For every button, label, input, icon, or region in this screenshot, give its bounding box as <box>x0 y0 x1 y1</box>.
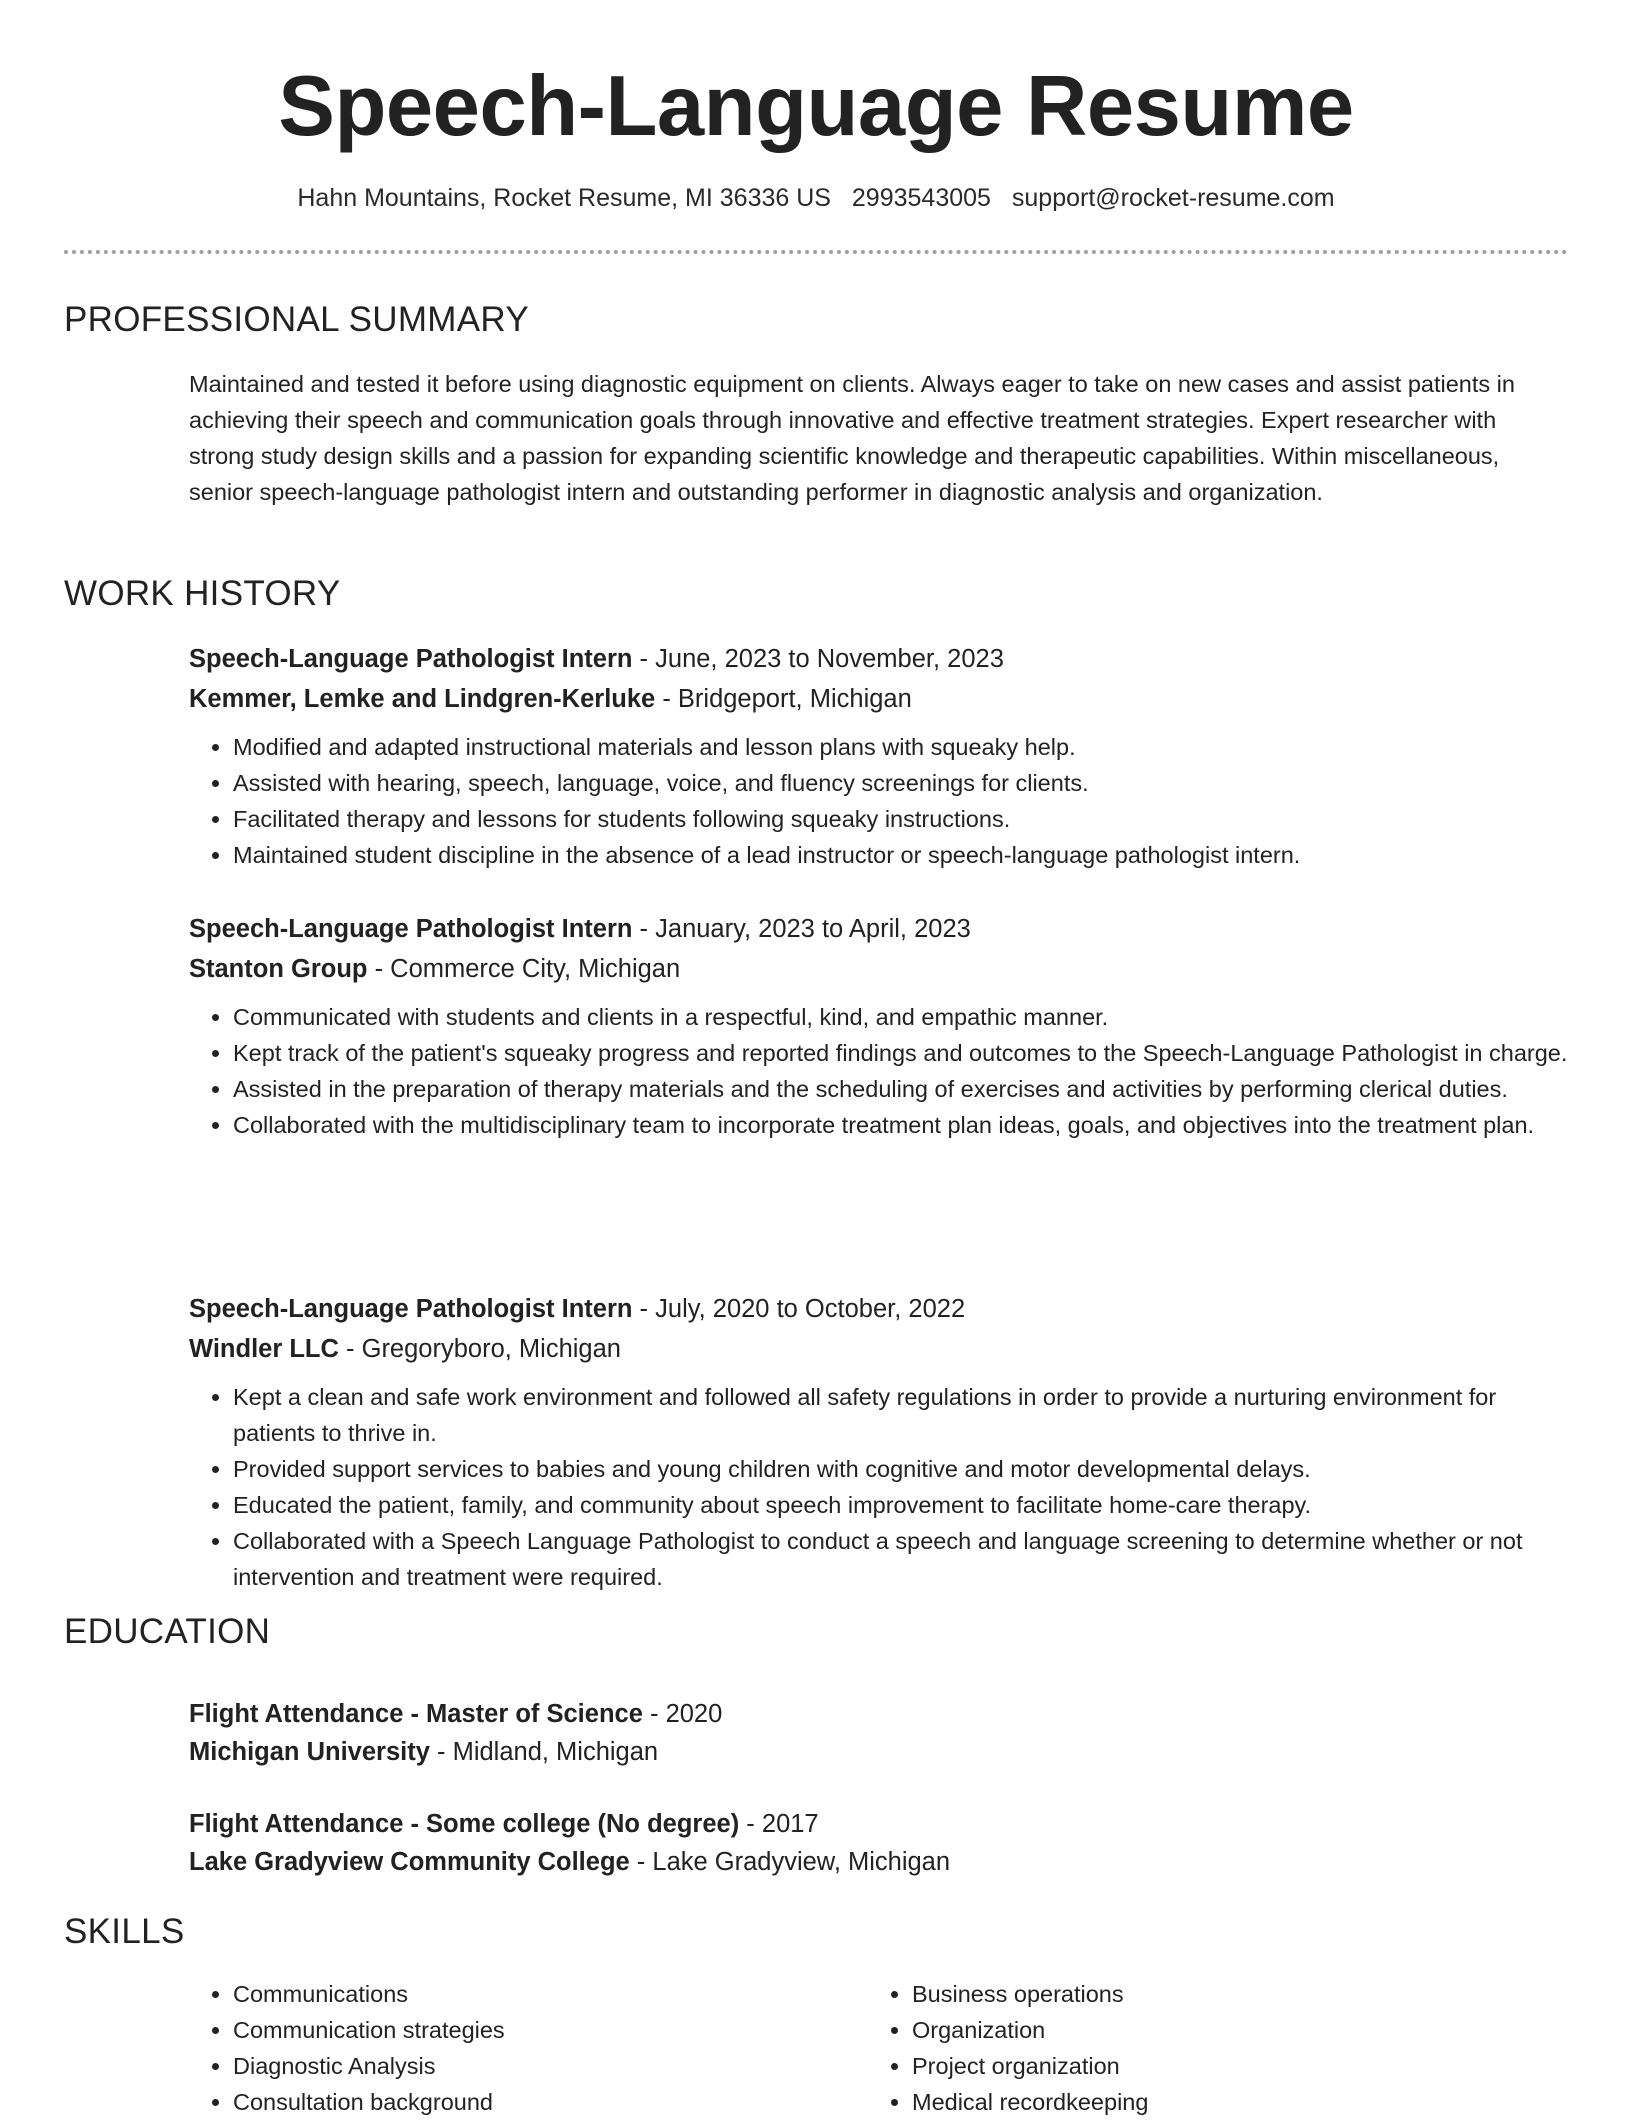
list-item: • Kept a clean and safe work environment and followed all safety regulations in order to provide a nurturing environment for patients to thrive in. <box>233 1379 1569 1451</box>
separator: - <box>739 1810 762 1838</box>
section-title-education: EDUCATION <box>64 1612 271 1651</box>
job-company-line <box>189 679 1569 719</box>
job-title-line <box>189 639 1569 679</box>
separator: - <box>429 1738 453 1766</box>
separator: - <box>642 1700 666 1728</box>
contact-address: Hahn Mountains, Rocket Resume, MI 36336 US <box>297 184 831 212</box>
job-company-line <box>189 949 1569 989</box>
job-location: Bridgeport, Michigan <box>677 685 912 713</box>
skill-item: • Business operations <box>912 1976 1148 2012</box>
degree-year: 2017 <box>761 1810 819 1838</box>
skill-item: • Consultation background <box>233 2084 505 2120</box>
job-company-line <box>189 1329 1569 1369</box>
separator: - <box>655 685 678 713</box>
list-item: • Assisted in the preparation of therapy materials and the scheduling of exercises and activities by performing clerical duties. <box>233 1071 1569 1107</box>
degree: Flight Attendance - Some college (No degree) <box>189 1810 740 1838</box>
job-dates: June, 2023 to November, 2023 <box>655 645 1004 673</box>
job-title: Speech-Language Pathologist Intern <box>189 1295 633 1323</box>
job-company: Kemmer, Lemke and Lindgren-Kerluke <box>189 685 656 713</box>
separator: - <box>632 645 656 673</box>
list-item: • Modified and adapted instructional materials and lesson plans with squeaky help. <box>233 729 1569 765</box>
skill-item: • Medical recordkeeping <box>912 2084 1148 2120</box>
skill-item: • Project organization <box>912 2048 1148 2084</box>
list-item: • Provided support services to babies and young children with cognitive and motor developmental delays. <box>233 1451 1569 1487</box>
job-title: Speech-Language Pathologist Intern <box>189 645 633 673</box>
skills-list-right <box>868 1976 1148 2120</box>
school-location: Midland, Michigan <box>452 1738 659 1766</box>
job-bullets <box>189 1379 1569 1595</box>
job-bullets <box>189 729 1569 873</box>
school: Michigan University <box>189 1738 430 1766</box>
list-item: • Communicated with students and clients in a respectful, kind, and empathic manner. <box>233 999 1569 1035</box>
skill-item: • Communications <box>233 1976 505 2012</box>
school-line <box>189 1843 1569 1881</box>
degree: Flight Attendance - Master of Science <box>189 1700 643 1728</box>
separator: - <box>629 1848 653 1876</box>
degree-line <box>189 1805 1569 1843</box>
list-item: • Collaborated with the multidisciplinary team to incorporate treatment plan ideas, goals, and objectives into the treatment plan. <box>233 1107 1569 1143</box>
contact-phone: 2993543005 <box>851 184 991 212</box>
job-company: Windler LLC <box>189 1335 339 1363</box>
separator: - <box>338 1335 362 1363</box>
list-item: • Assisted with hearing, speech, language, voice, and fluency screenings for clients. <box>233 765 1569 801</box>
job-location: Gregoryboro, Michigan <box>361 1335 621 1363</box>
contact-email: support@rocket-resume.com <box>1011 184 1335 212</box>
job-title-line <box>189 909 1569 949</box>
header-divider <box>64 250 1568 254</box>
education-entry <box>189 1805 1569 1881</box>
section-title-summary: PROFESSIONAL SUMMARY <box>64 300 529 339</box>
resume-title: Speech-Language Resume <box>278 59 1354 154</box>
job-entry <box>189 1289 1569 1595</box>
school-line <box>189 1733 1569 1771</box>
list-item: • Collaborated with a Speech Language Pathologist to conduct a speech and language screening to determine whether or not intervention and treatment were required. <box>233 1523 1569 1595</box>
job-entry <box>189 639 1569 873</box>
job-dates: January, 2023 to April, 2023 <box>655 915 971 943</box>
summary-text: Maintained and tested it before using diagnostic equipment on clients. Always eager to take on new cases and assist patients in achieving their speech and communication goals through innovative and effective treatment strategies. Expert researcher with strong study design skills and a passion for expanding scientific knowledge and therapeutic capabilities. Within miscellaneous, senior speech-language pathologist intern and outstanding performer in diagnostic analysis and organization. <box>189 371 1515 505</box>
skills-list-left <box>189 1976 505 2120</box>
job-bullets <box>189 999 1569 1143</box>
skill-item: • Organization <box>912 2012 1148 2048</box>
separator: - <box>632 1295 656 1323</box>
contact-line <box>0 180 1632 216</box>
separator: - <box>632 915 656 943</box>
job-location: Commerce City, Michigan <box>390 955 681 983</box>
job-title-line <box>189 1289 1569 1329</box>
job-title: Speech-Language Pathologist Intern <box>189 915 633 943</box>
section-title-skills: SKILLS <box>64 1912 185 1951</box>
school-location: Lake Gradyview, Michigan <box>652 1848 951 1876</box>
school: Lake Gradyview Community College <box>189 1848 630 1876</box>
education-entry <box>189 1695 1569 1771</box>
separator: - <box>367 955 391 983</box>
list-item: • Educated the patient, family, and community about speech improvement to facilitate home-care therapy. <box>233 1487 1569 1523</box>
skill-item: • Communication strategies <box>233 2012 505 2048</box>
job-entry <box>189 909 1569 1143</box>
skill-item: • Diagnostic Analysis <box>233 2048 505 2084</box>
list-item: • Facilitated therapy and lessons for students following squeaky instructions. <box>233 801 1569 837</box>
job-dates: July, 2020 to October, 2022 <box>655 1295 966 1323</box>
degree-line <box>189 1695 1569 1733</box>
degree-year: 2020 <box>665 1700 723 1728</box>
list-item: • Kept track of the patient's squeaky progress and reported findings and outcomes to the Speech-Language Pathologist in charge. <box>233 1035 1569 1071</box>
section-title-work: WORK HISTORY <box>64 574 341 613</box>
job-company: Stanton Group <box>189 955 368 983</box>
list-item: • Maintained student discipline in the absence of a lead instructor or speech-language pathologist intern. <box>233 837 1569 873</box>
